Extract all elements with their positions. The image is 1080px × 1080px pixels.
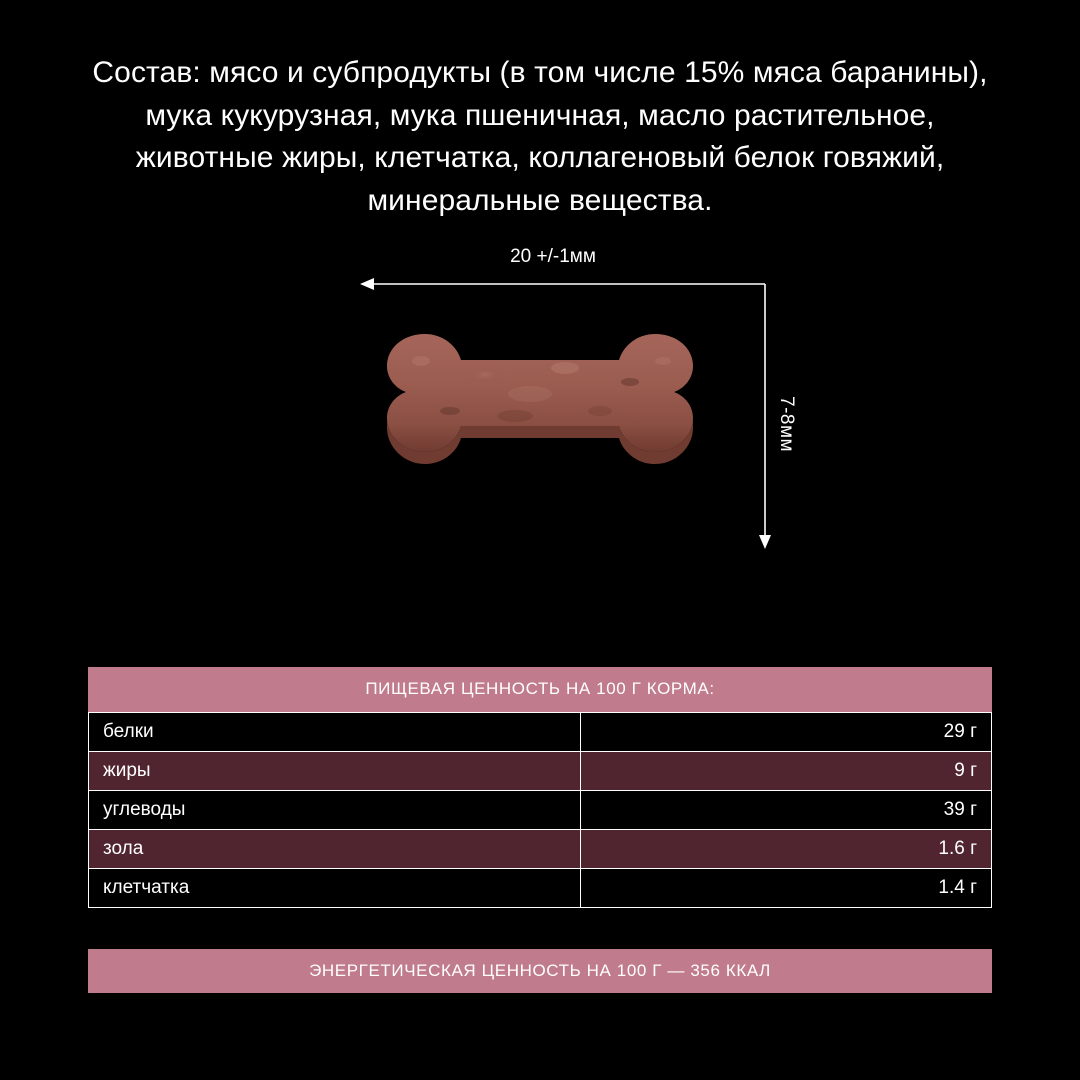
nutrient-value: 9 г <box>581 752 992 791</box>
nutrition-table-header: ПИЩЕВАЯ ЦЕННОСТЬ НА 100 Г КОРМА: <box>88 667 992 712</box>
nutrient-value: 1.6 г <box>581 830 992 869</box>
table-row <box>89 830 992 869</box>
height-dimension-label: 7-8мм <box>776 396 797 453</box>
nutrient-name: белки <box>89 713 581 752</box>
nutrition-table-block <box>88 667 992 908</box>
bone-treat-image <box>365 316 715 521</box>
table-row <box>89 713 992 752</box>
energy-value-banner: ЭНЕРГЕТИЧЕСКАЯ ЦЕННОСТЬ НА 100 Г — 356 ККАЛ <box>88 949 992 993</box>
composition-text: Состав: мясо и субпродукты (в том числе 15% мяса баранины), мука кукурузная, мука пшеничная, масло растительное, животные жиры, клетчатка, коллагеновый белок говяжий, минеральные вещества. <box>92 56 988 217</box>
nutrient-value: 29 г <box>581 713 992 752</box>
nutrient-name: углеводы <box>89 791 581 830</box>
nutrient-value: 1.4 г <box>581 869 992 908</box>
nutrient-value: 39 г <box>581 791 992 830</box>
nutrient-name: зола <box>89 830 581 869</box>
nutrient-name: жиры <box>89 752 581 791</box>
bone-shape-icon <box>365 316 715 516</box>
table-row <box>89 791 992 830</box>
product-figure <box>0 246 1080 576</box>
width-dimension-value: 20 +/-1мм <box>510 246 596 268</box>
table-row <box>89 752 992 791</box>
nutrition-table <box>88 712 992 908</box>
nutrient-name: клетчатка <box>89 869 581 908</box>
table-row <box>89 869 992 908</box>
